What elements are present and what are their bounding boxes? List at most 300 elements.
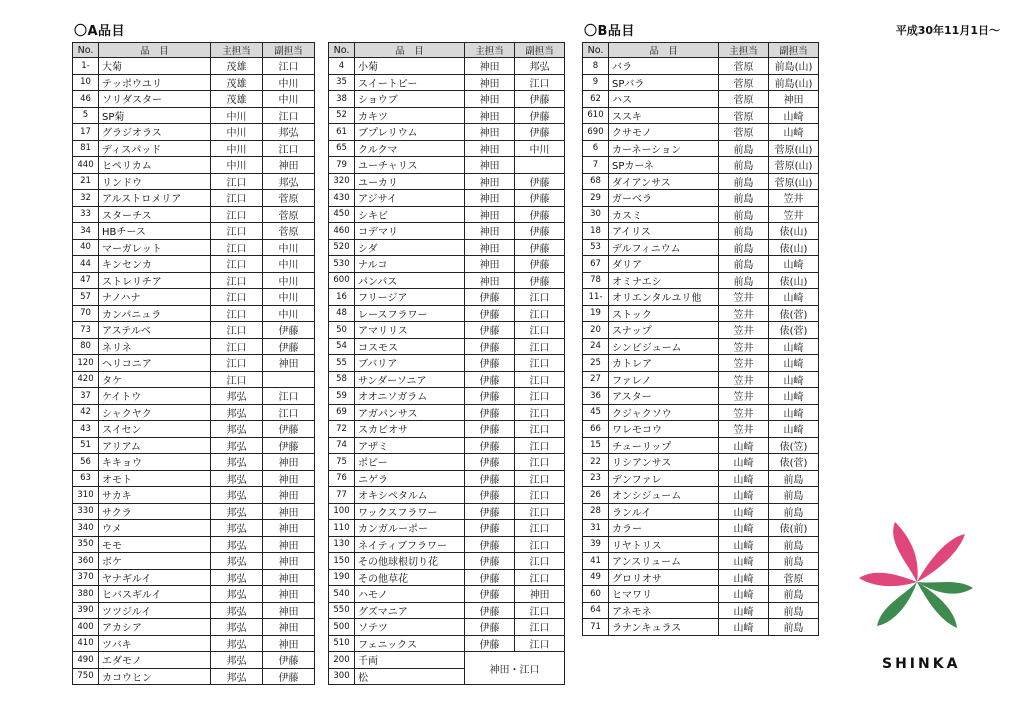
item-sub-staff: 伊藤 [515, 190, 565, 207]
shinka-flower-logo [852, 512, 982, 642]
item-name: グロリオサ [609, 569, 719, 586]
item-name: アカシア [99, 619, 211, 636]
item-name: クルクマ [355, 140, 465, 157]
item-main-staff: 伊藤 [465, 338, 515, 355]
item-name: ケイトウ [99, 388, 211, 405]
item-main-staff: 邦弘 [211, 553, 263, 570]
item-no: 200 [329, 652, 355, 669]
item-main-staff: 茂雄 [211, 58, 263, 75]
item-name: ヤナギルイ [99, 569, 211, 586]
item-no: 57 [73, 289, 99, 306]
table-row [329, 91, 565, 108]
table-row [329, 322, 565, 339]
item-name: ダイアンサス [609, 173, 719, 190]
item-name: カコウヒン [99, 668, 211, 685]
table-row [329, 487, 565, 504]
table-row [73, 454, 315, 471]
item-no: 540 [329, 586, 355, 603]
table-row [73, 619, 315, 636]
header-name: 品 目 [355, 43, 465, 58]
item-name: ソテツ [355, 619, 465, 636]
item-name: ソリダスター [99, 91, 211, 108]
item-sub-staff: 江口 [515, 470, 565, 487]
item-name: SP菊 [99, 107, 211, 124]
item-no: 64 [583, 602, 609, 619]
item-no: 400 [73, 619, 99, 636]
table-row [73, 256, 315, 273]
item-main-staff: 前島 [719, 173, 769, 190]
header-no: No. [329, 43, 355, 58]
item-sub-staff: 江口 [515, 421, 565, 438]
item-sub-staff [263, 371, 315, 388]
logo-petal-bottom-left [877, 582, 917, 626]
table-row [73, 487, 315, 504]
item-no: 17 [73, 124, 99, 141]
item-sub-staff: 神田 [263, 470, 315, 487]
item-no: 380 [73, 586, 99, 603]
item-no: 15 [583, 437, 609, 454]
item-main-staff: 邦弘 [211, 388, 263, 405]
table-row [73, 355, 315, 372]
table-row [583, 454, 819, 471]
item-main-staff: 前島 [719, 190, 769, 207]
table-row [329, 619, 565, 636]
item-name: アリアム [99, 437, 211, 454]
item-sub-staff: 江口 [263, 107, 315, 124]
item-main-staff: 神田 [465, 206, 515, 223]
item-main-staff: 神田 [465, 74, 515, 91]
item-name: ナルコ [355, 256, 465, 273]
table-row [73, 586, 315, 603]
item-main-staff: 中川 [211, 107, 263, 124]
item-name: コデマリ [355, 223, 465, 240]
item-name: スイートピー [355, 74, 465, 91]
item-main-staff: 江口 [211, 355, 263, 372]
item-sub-staff: 伊藤 [263, 322, 315, 339]
item-main-staff: 伊藤 [465, 421, 515, 438]
item-no: 610 [583, 107, 609, 124]
item-name: オンシジューム [609, 487, 719, 504]
table-row [583, 487, 819, 504]
section-b-title: 〇B品目 [584, 24, 635, 39]
item-no: 56 [73, 454, 99, 471]
item-name: ヒペリカム [99, 157, 211, 174]
item-sub-staff: 菅原(山) [769, 157, 819, 174]
item-name: アジサイ [355, 190, 465, 207]
item-sub-staff: 山崎 [769, 289, 819, 306]
table-row [329, 404, 565, 421]
item-no: 20 [583, 322, 609, 339]
item-sub-staff: 神田 [263, 602, 315, 619]
item-sub-staff: 前島 [769, 553, 819, 570]
item-no: 530 [329, 256, 355, 273]
item-sub-staff: 前島(山) [769, 74, 819, 91]
item-sub-staff: 前島 [769, 487, 819, 504]
item-name: ネイティブフラワー [355, 536, 465, 553]
item-no: 4 [329, 58, 355, 75]
item-no: 360 [73, 553, 99, 570]
item-main-staff: 山崎 [719, 487, 769, 504]
item-main-staff: 江口 [211, 338, 263, 355]
item-sub-staff: 中川 [263, 272, 315, 289]
item-main-staff: 伊藤 [465, 470, 515, 487]
item-name: フェニックス [355, 635, 465, 652]
table-row [73, 272, 315, 289]
table-row [73, 553, 315, 570]
item-name: スターチス [99, 206, 211, 223]
table-row [583, 503, 819, 520]
item-sub-staff: 邦弘 [263, 173, 315, 190]
item-main-staff: 山崎 [719, 602, 769, 619]
item-main-staff: 伊藤 [465, 553, 515, 570]
item-main-staff: 神田 [465, 157, 515, 174]
item-name: テッポウユリ [99, 74, 211, 91]
item-main-staff: 江口 [211, 239, 263, 256]
item-no: 370 [73, 569, 99, 586]
item-sub-staff: 江口 [515, 305, 565, 322]
table-row [583, 619, 819, 636]
item-name: バラ [609, 58, 719, 75]
item-sub-staff: 伊藤 [515, 239, 565, 256]
item-sub-staff: 中川 [515, 140, 565, 157]
table-row [329, 272, 565, 289]
item-sub-staff: 伊藤 [263, 421, 315, 438]
table-row [583, 124, 819, 141]
item-sub-staff: 伊藤 [263, 668, 315, 685]
item-sub-staff: 神田 [263, 586, 315, 603]
item-main-staff: 笠井 [719, 421, 769, 438]
item-sub-staff: 俵(菅) [769, 305, 819, 322]
item-main-staff: 神田 [465, 223, 515, 240]
table-a-right [328, 42, 565, 685]
item-no: 340 [73, 520, 99, 537]
item-sub-staff: 伊藤 [263, 652, 315, 669]
item-no: 55 [329, 355, 355, 372]
item-main-staff: 邦弘 [211, 470, 263, 487]
item-name: コスモス [355, 338, 465, 355]
table-row [583, 157, 819, 174]
table-row [73, 388, 315, 405]
item-sub-staff: 俵(前) [769, 520, 819, 537]
item-no: 60 [583, 586, 609, 603]
item-main-staff: 前島 [719, 256, 769, 273]
item-sub-staff: 山崎 [769, 338, 819, 355]
item-no: 52 [329, 107, 355, 124]
table-row [583, 470, 819, 487]
item-no: 150 [329, 553, 355, 570]
table-row [583, 223, 819, 240]
item-no: 54 [329, 338, 355, 355]
item-main-staff: 前島 [719, 157, 769, 174]
header-no: No. [73, 43, 99, 58]
item-name: ツツジルイ [99, 602, 211, 619]
item-no: 23 [583, 470, 609, 487]
brand-name: SHINKA [882, 656, 961, 672]
item-name: ニゲラ [355, 470, 465, 487]
item-sub-staff: 江口 [263, 58, 315, 75]
item-no: 75 [329, 454, 355, 471]
table-row [73, 536, 315, 553]
item-name: ナノハナ [99, 289, 211, 306]
item-sub-staff: 江口 [515, 388, 565, 405]
item-main-staff: 伊藤 [465, 289, 515, 306]
header-main: 主担当 [719, 43, 769, 58]
table-row [329, 74, 565, 91]
item-no: 110 [329, 520, 355, 537]
table-row [583, 322, 819, 339]
item-no: 27 [583, 371, 609, 388]
item-no: 440 [73, 157, 99, 174]
item-no: 8 [583, 58, 609, 75]
item-sub-staff: 神田 [263, 635, 315, 652]
table-a-left [72, 42, 315, 685]
item-sub-staff: 前島 [769, 602, 819, 619]
item-main-staff: 前島 [719, 206, 769, 223]
item-main-staff: 笠井 [719, 338, 769, 355]
item-name: デルフィニウム [609, 239, 719, 256]
item-no: 80 [73, 338, 99, 355]
item-main-staff: 笠井 [719, 404, 769, 421]
item-no: 35 [329, 74, 355, 91]
item-no: 18 [583, 223, 609, 240]
item-no: 73 [73, 322, 99, 339]
item-no: 500 [329, 619, 355, 636]
header-sub: 副担当 [769, 43, 819, 58]
item-no: 65 [329, 140, 355, 157]
table-row [329, 421, 565, 438]
item-sub-staff: 前島 [769, 536, 819, 553]
table-row [583, 256, 819, 273]
item-sub-staff: 神田 [515, 586, 565, 603]
item-main-staff: 邦弘 [211, 404, 263, 421]
table-row [583, 272, 819, 289]
item-main-staff: 菅原 [719, 107, 769, 124]
item-name: シキビ [355, 206, 465, 223]
item-sub-staff: 伊藤 [515, 223, 565, 240]
item-sub-staff: 菅原 [263, 206, 315, 223]
item-name: ブプレリウム [355, 124, 465, 141]
item-sub-staff: 邦弘 [263, 124, 315, 141]
item-main-staff: 江口 [211, 206, 263, 223]
item-main-staff: 山崎 [719, 619, 769, 636]
table-row [73, 305, 315, 322]
item-name: カトレア [609, 355, 719, 372]
item-name: ポピー [355, 454, 465, 471]
table-row [583, 140, 819, 157]
table-row [329, 190, 565, 207]
item-no: 600 [329, 272, 355, 289]
item-no: 43 [73, 421, 99, 438]
item-sub-staff: 伊藤 [515, 256, 565, 273]
item-no: 30 [583, 206, 609, 223]
item-name: アルストロメリア [99, 190, 211, 207]
item-name: ワレモコウ [609, 421, 719, 438]
item-main-staff: 神田 [465, 173, 515, 190]
table-b [582, 42, 819, 636]
item-main-staff: 伊藤 [465, 520, 515, 537]
item-main-staff: 山崎 [719, 520, 769, 537]
item-main-staff: 中川 [211, 157, 263, 174]
item-main-staff: 邦弘 [211, 487, 263, 504]
item-sub-staff: 中川 [263, 239, 315, 256]
item-name: ラナンキュラス [609, 619, 719, 636]
item-name: アスター [609, 388, 719, 405]
item-name: HBチース [99, 223, 211, 240]
item-main-staff: 邦弘 [211, 437, 263, 454]
item-name: SPカーネ [609, 157, 719, 174]
item-main-staff: 邦弘 [211, 668, 263, 685]
item-no: 63 [73, 470, 99, 487]
item-name: デンファレ [609, 470, 719, 487]
item-no: 21 [73, 173, 99, 190]
table-row [329, 437, 565, 454]
table-row [73, 602, 315, 619]
item-sub-staff: 笠井 [769, 190, 819, 207]
table-row [73, 157, 315, 174]
item-name: ファレノ [609, 371, 719, 388]
item-no: 67 [583, 256, 609, 273]
item-sub-staff: 神田 [263, 355, 315, 372]
item-no: 45 [583, 404, 609, 421]
item-name: ヒバスギルイ [99, 586, 211, 603]
table-row [73, 652, 315, 669]
item-no: 51 [73, 437, 99, 454]
item-main-staff: 前島 [719, 239, 769, 256]
item-sub-staff: 江口 [515, 569, 565, 586]
item-no: 53 [583, 239, 609, 256]
item-no: 34 [73, 223, 99, 240]
item-sub-staff: 神田 [263, 454, 315, 471]
item-no: 36 [583, 388, 609, 405]
table-row [583, 388, 819, 405]
item-main-staff: 邦弘 [211, 421, 263, 438]
item-main-staff: 伊藤 [465, 404, 515, 421]
item-main-staff: 伊藤 [465, 602, 515, 619]
item-name: ウメ [99, 520, 211, 537]
item-no: 7 [583, 157, 609, 174]
item-sub-staff: 江口 [515, 602, 565, 619]
table-row [73, 404, 315, 421]
item-no: 49 [583, 569, 609, 586]
item-sub-staff: 江口 [515, 371, 565, 388]
item-name: オオニソガラム [355, 388, 465, 405]
item-main-staff: 山崎 [719, 586, 769, 603]
item-name: オリエンタルユリ他 [609, 289, 719, 306]
item-name: シンビジューム [609, 338, 719, 355]
item-sub-staff: 江口 [515, 74, 565, 91]
item-sub-staff: 神田 [263, 619, 315, 636]
logo-petal-left [859, 573, 917, 586]
item-name: その他草花 [355, 569, 465, 586]
item-sub-staff: 神田 [263, 503, 315, 520]
table-row [73, 206, 315, 223]
table-row [73, 421, 315, 438]
item-sub-staff: 俵(山) [769, 272, 819, 289]
item-sub-staff: 俵(菅) [769, 454, 819, 471]
item-no: 71 [583, 619, 609, 636]
item-main-staff: 伊藤 [465, 437, 515, 454]
item-main-staff: 江口 [211, 305, 263, 322]
item-no: 750 [73, 668, 99, 685]
item-main-staff: 神田 [465, 91, 515, 108]
item-main-staff: 笠井 [719, 371, 769, 388]
item-name: クジャクソウ [609, 404, 719, 421]
item-name: ハモノ [355, 586, 465, 603]
item-sub-staff: 伊藤 [515, 107, 565, 124]
item-no: 19 [583, 305, 609, 322]
item-sub-staff: 俵(山) [769, 239, 819, 256]
table-row [329, 157, 565, 174]
item-main-staff: 邦弘 [211, 586, 263, 603]
item-no: 5 [73, 107, 99, 124]
item-no: 100 [329, 503, 355, 520]
item-sub-staff: 江口 [515, 437, 565, 454]
item-main-staff: 菅原 [719, 124, 769, 141]
table-row [73, 74, 315, 91]
table-row [583, 74, 819, 91]
item-name: グズマニア [355, 602, 465, 619]
item-sub-staff: 前島 [769, 503, 819, 520]
item-sub-staff: 山崎 [769, 388, 819, 405]
item-no: 450 [329, 206, 355, 223]
item-sub-staff: 神田 [263, 520, 315, 537]
table-row [73, 190, 315, 207]
item-no: 40 [73, 239, 99, 256]
table-row [329, 503, 565, 520]
item-no: 46 [73, 91, 99, 108]
table-row [73, 338, 315, 355]
item-main-staff: 伊藤 [465, 569, 515, 586]
item-sub-staff: 江口 [515, 635, 565, 652]
item-no: 11- [583, 289, 609, 306]
item-name: ユーチャリス [355, 157, 465, 174]
item-sub-staff: 江口 [263, 404, 315, 421]
item-no: 79 [329, 157, 355, 174]
item-main-staff: 中川 [211, 124, 263, 141]
item-no: 42 [73, 404, 99, 421]
item-no: 48 [329, 305, 355, 322]
item-no: 390 [73, 602, 99, 619]
item-name: モモ [99, 536, 211, 553]
item-sub-staff: 山崎 [769, 404, 819, 421]
table-row [73, 520, 315, 537]
table-row [329, 289, 565, 306]
item-sub-staff: 菅原(山) [769, 140, 819, 157]
table-row [329, 536, 565, 553]
item-name: 松 [355, 668, 465, 685]
item-name: チューリップ [609, 437, 719, 454]
table-row [73, 635, 315, 652]
header-no: No. [583, 43, 609, 58]
section-a-title: 〇A品目 [74, 24, 126, 39]
item-sub-staff: 江口 [263, 388, 315, 405]
item-main-staff: 笠井 [719, 322, 769, 339]
item-main-staff: 伊藤 [465, 388, 515, 405]
item-name: スカビオサ [355, 421, 465, 438]
item-main-staff: 山崎 [719, 454, 769, 471]
table-row [329, 388, 565, 405]
item-main-staff: 邦弘 [211, 619, 263, 636]
item-sub-staff: 前島 [769, 586, 819, 603]
item-main-staff: 笠井 [719, 289, 769, 306]
item-sub-staff: 江口 [515, 553, 565, 570]
item-name: サカキ [99, 487, 211, 504]
table-row [73, 239, 315, 256]
item-sub-staff: 江口 [263, 140, 315, 157]
item-main-staff: 山崎 [719, 553, 769, 570]
item-main-staff: 伊藤 [465, 619, 515, 636]
item-no: 25 [583, 355, 609, 372]
